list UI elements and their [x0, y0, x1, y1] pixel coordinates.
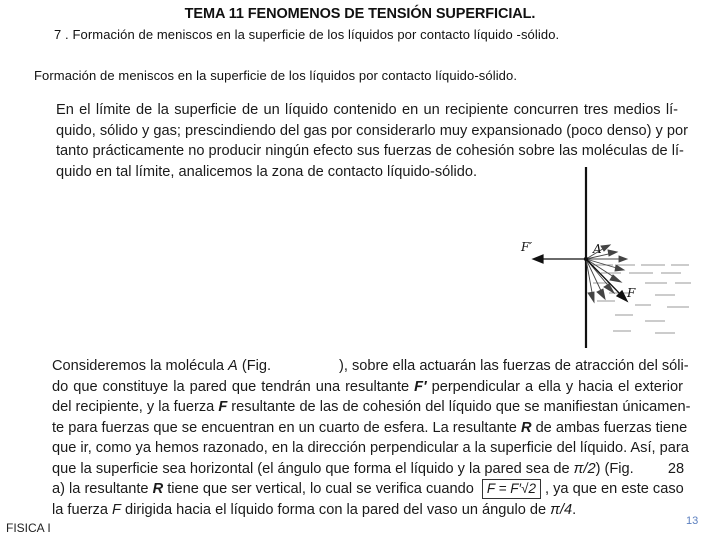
- body-paragraph: [52, 356, 691, 520]
- text-run: (Fig.: [241, 358, 272, 374]
- body-line: [52, 377, 683, 398]
- footer-label: FISICA I: [6, 521, 51, 535]
- text-run: la fuerza: [52, 501, 108, 518]
- symbol-f: F: [218, 399, 228, 415]
- text-run: dirigida hacia el líquido forma con la pared del vaso un ángulo de: [125, 501, 547, 518]
- slide-title: TEMA 11 FENOMENOS DE TENSIÓN SUPERFICIAL.: [184, 6, 536, 22]
- symbol-f-prime: F′: [414, 378, 427, 395]
- intro-line: tanto prácticamente no producir ningún efecto sus fuerzas de cohesión sobre las moléculas de lí-: [56, 143, 684, 159]
- text-run: de ambas fuerzas tiene: [535, 419, 688, 436]
- text-run: te para fuerzas que se encuentran en un cuarto de esfera. La resultante: [52, 419, 517, 436]
- symbol-r: R: [152, 481, 164, 497]
- body-line: que ir, como ya hemos razonado, en la dirección perpendicular a la superficie del líquido. Así, para: [52, 440, 689, 456]
- liquid-surface-hatching: [591, 265, 691, 333]
- label-a: A: [593, 242, 602, 256]
- section-heading: Formación de meniscos en la superficie de los líquidos por contacto líquido-sólido.: [34, 68, 518, 83]
- force-f-prime-arrow: [533, 255, 586, 263]
- body-line: [52, 479, 683, 500]
- symbol-r: R: [520, 419, 532, 436]
- page-number: 13: [686, 515, 699, 527]
- text-run: tiene que ser vertical, lo cual se verifica cuando: [167, 481, 474, 497]
- molecule-a-point: [584, 257, 588, 261]
- text-run: resultante de las de cohesión del líquido que se manifiestan únicamen-: [231, 399, 691, 415]
- body-line: [52, 397, 691, 418]
- force-diagram: [505, 165, 695, 350]
- text-run: a) la resultante: [52, 481, 149, 497]
- text-run: .: [572, 501, 577, 518]
- text-run: ), sobre ella actuarán las fuerzas de atracción del sóli-: [339, 358, 689, 374]
- text-run: Consideremos la molécula: [52, 358, 224, 374]
- symbol-f: F: [112, 501, 121, 518]
- symbol-pi-quarter: π/4: [550, 501, 573, 518]
- intro-line: quido, sólido y gas; prescindiendo del gas por considerarlo muy expansionado (poco denso) y por: [56, 122, 688, 139]
- body-line: [52, 356, 689, 377]
- figure-number: 28: [667, 460, 685, 477]
- formula-box: F = F′√2: [482, 479, 541, 499]
- label-f-prime: F′: [521, 240, 533, 254]
- intro-line: quido en tal límite, analicemos la zona de contacto líquido-sólido.: [56, 163, 478, 180]
- label-f: F: [627, 286, 636, 300]
- text-run: perpendicular a ella y hacia el exterior: [431, 378, 683, 395]
- text-run: que la superficie sea horizontal (el ángulo que forma el líquido y la pared sea de: [52, 460, 570, 477]
- text-run: do que constituye la pared que tendrán una resultante: [52, 378, 410, 395]
- text-run: , ya que en este caso: [545, 481, 684, 497]
- text-run: del recipiente, y la fuerza: [52, 399, 215, 415]
- body-line: [52, 500, 683, 521]
- slide-subtitle: 7 . Formación de meniscos en la superficie de los líquidos por contacto líquido -sólido.: [54, 27, 560, 42]
- text-run: ) (Fig.: [595, 460, 634, 477]
- body-line: [52, 418, 688, 439]
- symbol-a: A: [228, 358, 238, 374]
- intro-line: En el límite de la superficie de un líquido contenido en un recipiente concurren tres medios lí-: [56, 102, 678, 118]
- symbol-pi-half: π/2: [573, 460, 596, 477]
- body-line: [52, 459, 683, 480]
